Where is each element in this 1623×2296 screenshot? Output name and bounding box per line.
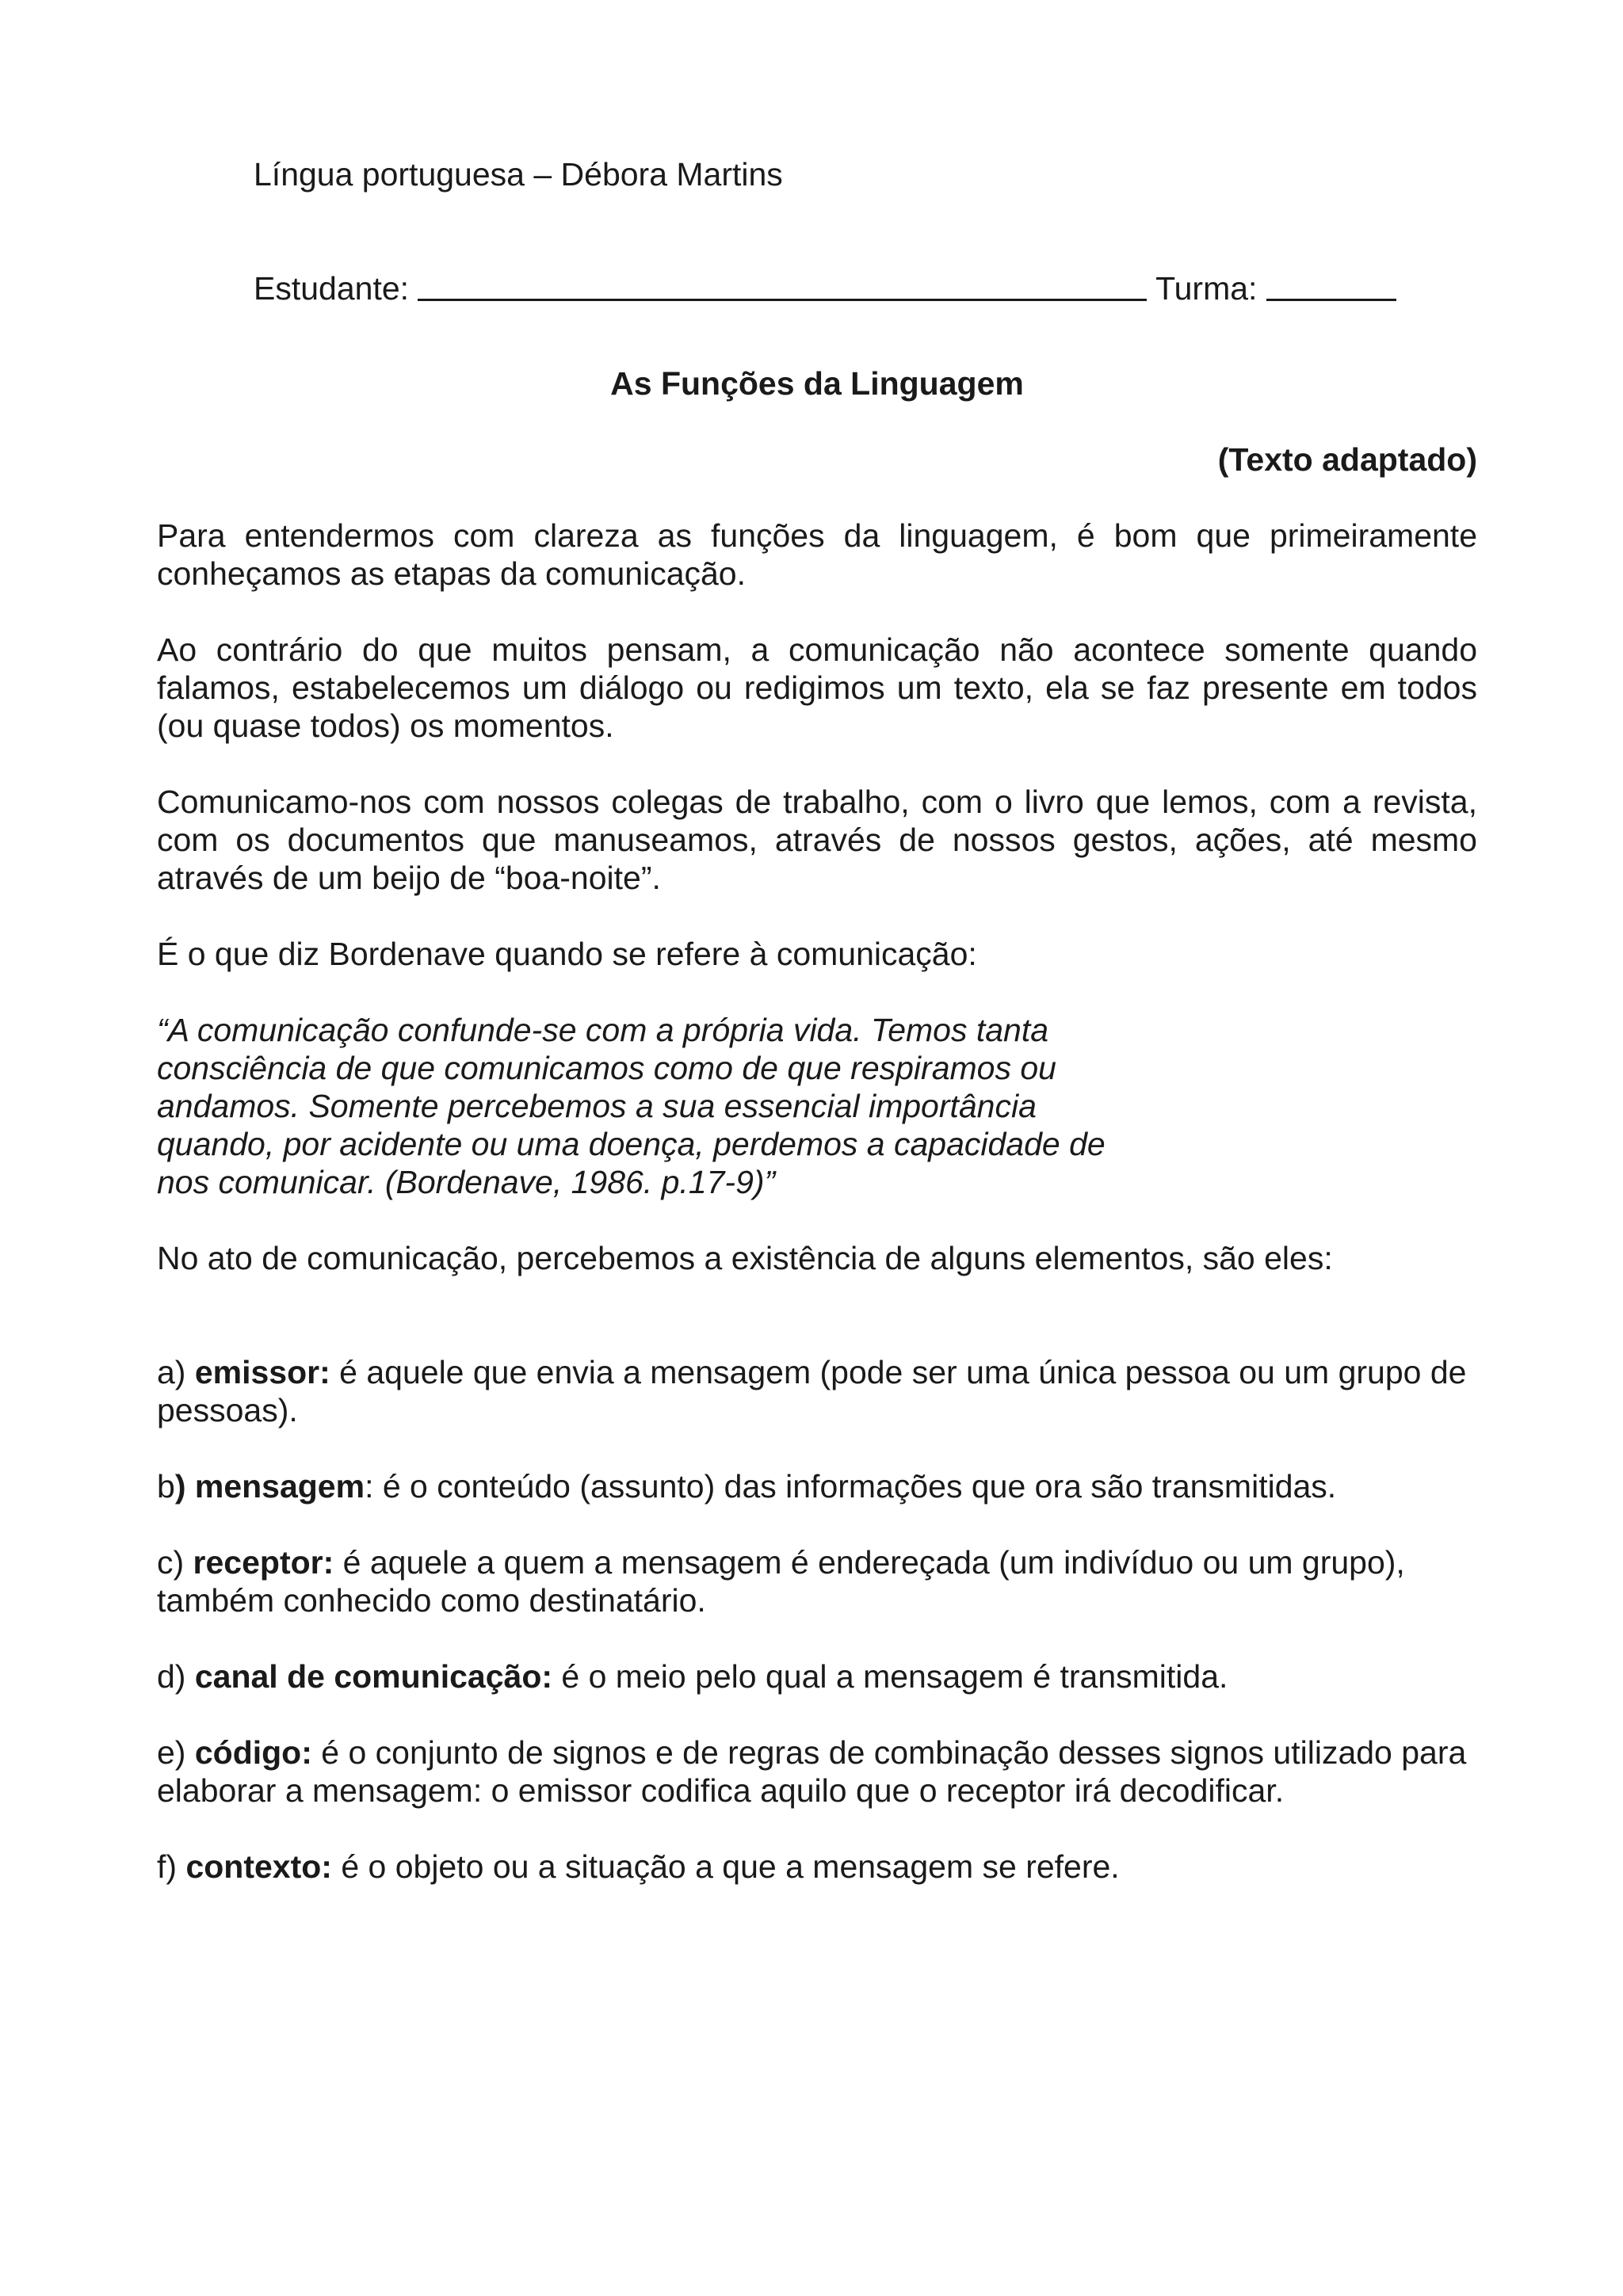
element-term: canal de comunicação: bbox=[194, 1658, 553, 1695]
elements-intro: No ato de comunicação, percebemos a existência de alguns elementos, são eles: bbox=[157, 1240, 1333, 1276]
element-prefix: e) bbox=[157, 1734, 195, 1771]
element-item-receptor bbox=[157, 1543, 1477, 1619]
element-prefix: f) bbox=[157, 1848, 186, 1885]
element-prefix: a) bbox=[157, 1354, 195, 1390]
document-title: As Funções da Linguagem bbox=[610, 365, 1024, 402]
element-text: é aquele a quem a mensagem é endereçada (um indivíduo ou um grupo), também conhecido como destinatário. bbox=[157, 1544, 1405, 1619]
element-term: contexto: bbox=[185, 1848, 332, 1885]
element-item-codigo bbox=[157, 1733, 1477, 1810]
document-subtitle: (Texto adaptado) bbox=[1217, 441, 1477, 478]
paragraph-4: É o que diz Bordenave quando se refere à comunicação: bbox=[157, 936, 977, 972]
bordenave-quote: “A comunicação confunde-se com a própria vida. Temos tanta consciência de que comunicamos como de que respiramos ou andamos. Somente percebemos a sua essencial importância quando, por acidente ou uma doença, perdemos a capacidade de nos comunicar. (Bordenave, 1986. p.17-9)” bbox=[157, 1012, 1106, 1200]
class-blank[interactable] bbox=[1266, 299, 1396, 301]
element-text: é aquele que envia a mensagem (pode ser uma única pessoa ou um grupo de pessoas). bbox=[157, 1354, 1467, 1428]
student-name-blank[interactable] bbox=[418, 299, 1147, 301]
class-label: Turma: bbox=[1155, 270, 1258, 307]
element-text: é o objeto ou a situação a que a mensagem se refere. bbox=[331, 1848, 1120, 1885]
paragraph-1: Para entendermos com clareza as funções da linguagem, é bom que primeiramente conheçamos as etapas da comunicação. bbox=[157, 517, 1477, 592]
element-prefix: b bbox=[157, 1468, 175, 1505]
element-item-contexto bbox=[157, 1848, 1477, 1886]
element-prefix: d) bbox=[157, 1658, 195, 1695]
element-term: emissor: bbox=[194, 1354, 330, 1390]
element-text: : é o conteúdo (assunto) das informações que ora são transmitidas. bbox=[365, 1468, 1337, 1505]
element-text: é o meio pelo qual a mensagem é transmitida. bbox=[552, 1658, 1228, 1695]
element-term: receptor: bbox=[193, 1544, 334, 1581]
element-item-mensagem bbox=[157, 1467, 1477, 1505]
element-item-emissor bbox=[157, 1353, 1477, 1429]
paragraph-2: Ao contrário do que muitos pensam, a comunicação não acontece somente quando falamos, estabelecemos um diálogo ou redigimos um texto, ela se faz presente em todos (ou quase todos) os momentos. bbox=[157, 631, 1477, 744]
element-item-canal bbox=[157, 1657, 1477, 1695]
student-label: Estudante: bbox=[254, 270, 410, 307]
paragraph-3: Comunicamo-nos com nossos colegas de trabalho, com o livro que lemos, com a revista, com os documentos que manuseamos, através de nossos gestos, ações, até mesmo através de um beijo de “boa-noite”. bbox=[157, 784, 1477, 896]
student-info-line bbox=[254, 269, 1396, 307]
element-term: código: bbox=[194, 1734, 312, 1771]
element-term: ) mensagem bbox=[174, 1468, 365, 1505]
course-header: Língua portuguesa – Débora Martins bbox=[254, 156, 783, 193]
element-prefix: c) bbox=[157, 1544, 193, 1581]
element-text: é o conjunto de signos e de regras de combinação desses signos utilizado para elaborar a mensagem: o emissor codifica aquilo que o receptor irá decodificar. bbox=[157, 1734, 1467, 1809]
